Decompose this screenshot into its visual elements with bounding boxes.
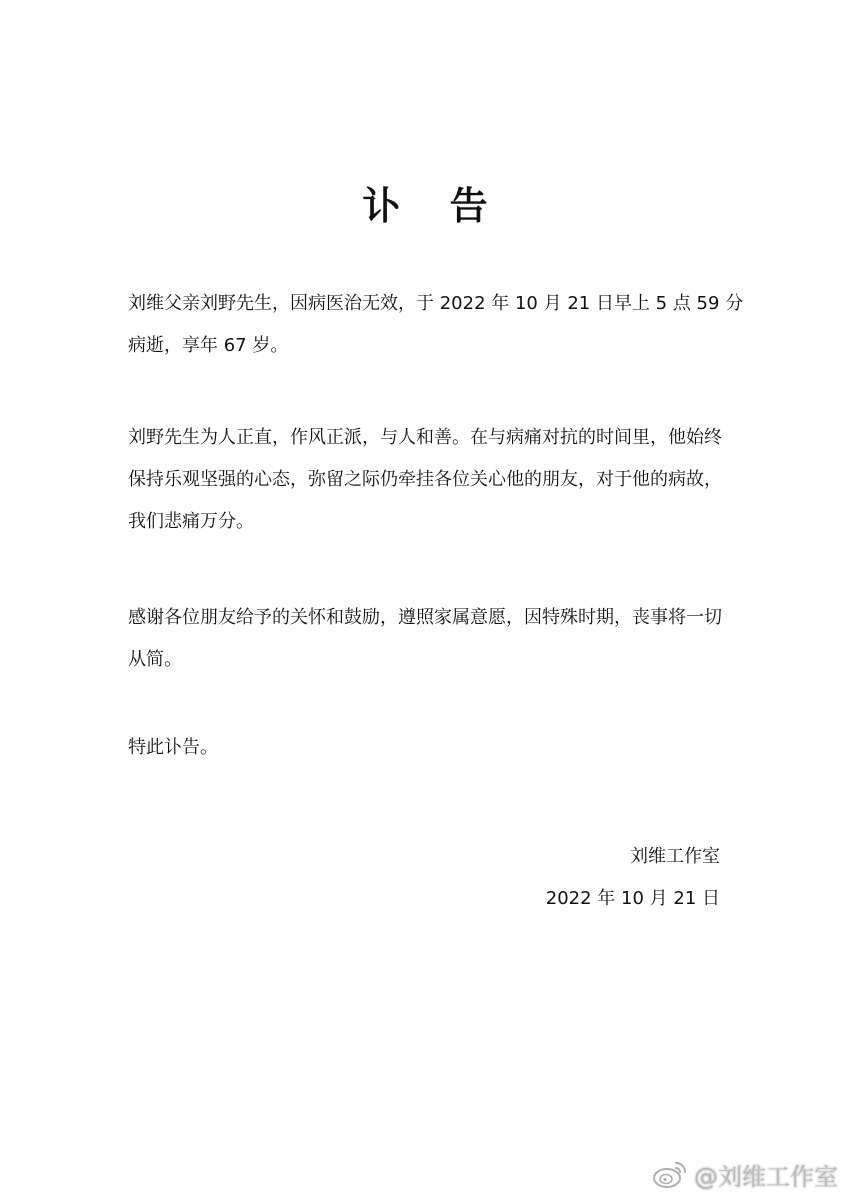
paragraph-line: 我们悲痛万分。 xyxy=(128,511,254,532)
signature-date: 2022 年 10 月 21 日 xyxy=(545,888,720,909)
weibo-icon xyxy=(652,1159,688,1189)
signature-name: 刘维工作室 xyxy=(630,846,720,867)
paragraph-tribute xyxy=(128,417,728,543)
paragraph-line: 刘维父亲刘野先生，因病医治无效，于 2022 年 10 月 21 日早上 5 点 59 分 xyxy=(128,293,744,314)
paragraph-closing xyxy=(128,727,728,769)
paragraph-line: 刘野先生为人正直，作风正派，与人和善。在与病痛对抗的时间里，他始终 xyxy=(128,427,722,448)
paragraph-announcement xyxy=(128,283,744,367)
paragraph-thanks xyxy=(128,597,728,681)
paragraph-line: 感谢各位朋友给予的关怀和鼓励，遵照家属意愿，因特殊时期，丧事将一切 xyxy=(128,607,722,628)
watermark-text: @刘维工作室 xyxy=(694,1162,838,1191)
paragraph-line: 从简。 xyxy=(128,649,182,670)
paragraph-line: 病逝，享年 67 岁。 xyxy=(128,335,289,356)
weibo-watermark xyxy=(652,1154,838,1194)
document-title: 讣 告 xyxy=(362,184,506,228)
paragraph-line: 保持乐观坚强的心态，弥留之际仍牵挂各位关心他的朋友，对于他的病故， xyxy=(128,469,722,490)
paragraph-line: 特此讣告。 xyxy=(128,737,218,758)
signature-block xyxy=(546,836,720,920)
